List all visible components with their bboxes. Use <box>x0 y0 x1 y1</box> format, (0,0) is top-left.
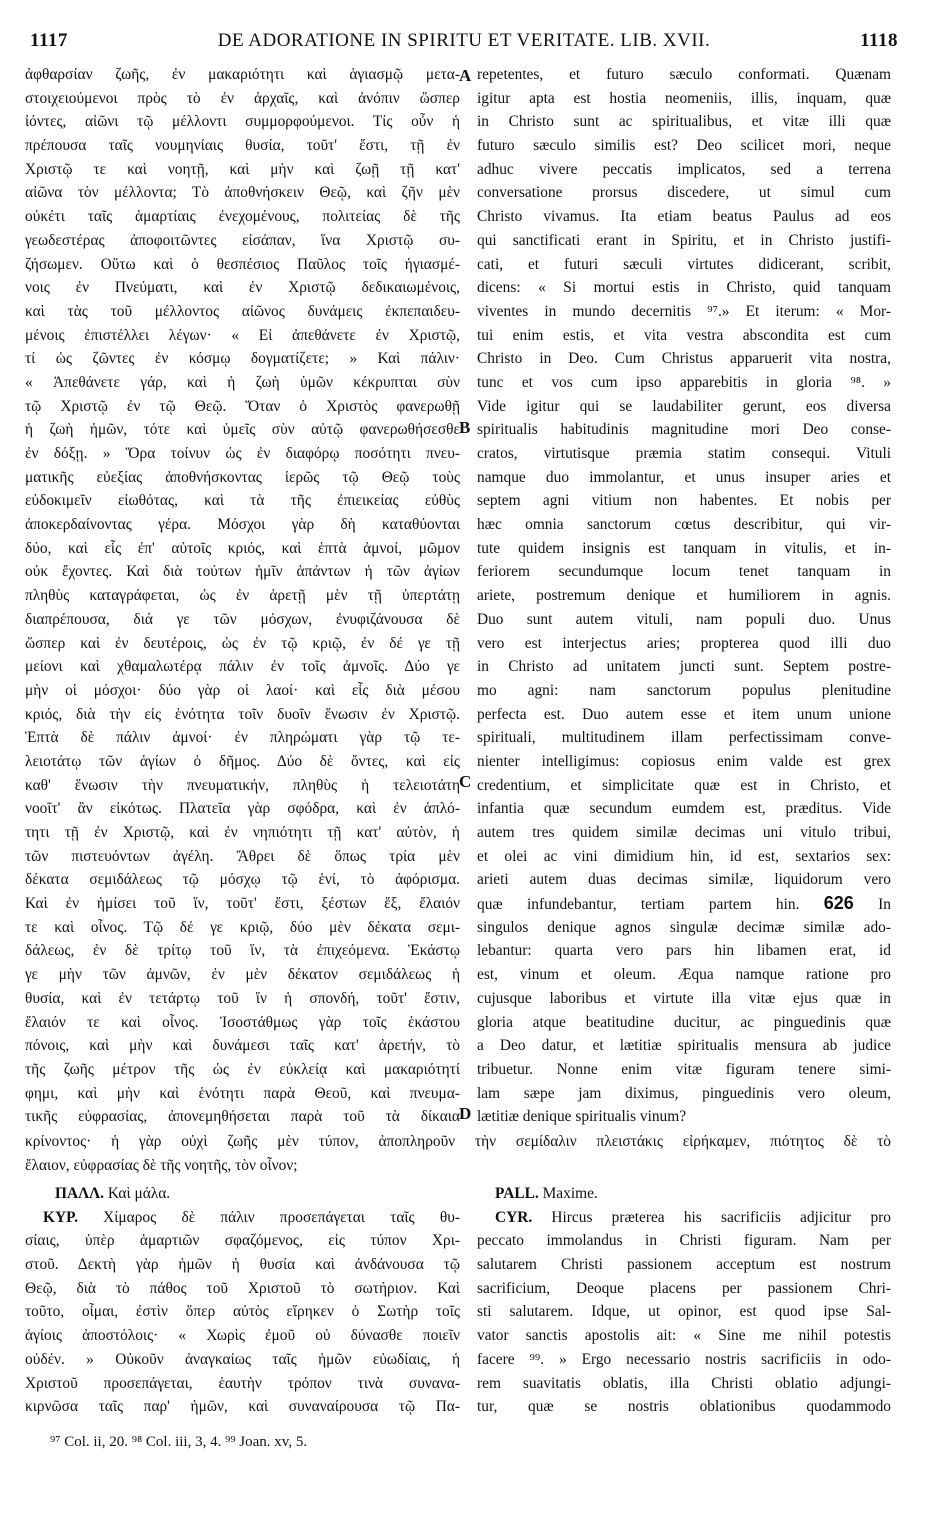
text-line: Christo vivamus. Ita etiam beatus Paulus ad eos <box>477 208 891 226</box>
text-line: tute quidem insignis est tanquam in vitulis, et in- <box>477 539 891 557</box>
text-line: τητι τῇ ἐν Χριστῷ, καὶ ἐν νηπιότητι τῇ κατ' αὐτὸν, ἡ <box>25 824 460 841</box>
text-line: αἰῶνα τὸν μέλλοντα; Τὸ ἀποθνήσκειν Θεῷ, καὶ ζῆν μὲν <box>25 184 460 202</box>
text-line: cujusque laboribus et virtute illa vitæ ejus quæ in <box>477 989 891 1007</box>
text-line: ἁγίοις ἀποστόλοις· « Χωρὶς ἐμοῦ οὐ δύνασθε ποιεῖν <box>25 1327 460 1345</box>
text-line: cati, et futuri sæculi virtutes didicerant, scribit, <box>477 255 891 273</box>
text-line: κιρνῶσα ταῖς παρ' ἡμῶν, καὶ συναναίρουσα τῷ Πα- <box>25 1398 460 1416</box>
text-line: ἰόντες, αἰῶνι τῷ μέλλοντι συμμορφούμενοι. Τίς οὖν ἡ <box>25 113 460 131</box>
text-line: nienter intelligimus: copiosus enim valde est grex <box>477 752 891 770</box>
text-line: infantia quæ secundum eumdem est, præditus. Vide <box>477 800 891 818</box>
text-line: ζήσωμεν. Οὕτω καὶ ὁ θεσπέσιος Παῦλος τοῖς ἡγιασμέ- <box>25 255 460 273</box>
text-line: πληθὺς καταγράφεται, ὡς ἐν ἀρετῇ μὲν τῇ ὑπερτάτῃ <box>25 587 460 605</box>
text-line: adhuc vivere peccatis implicatos, sed a terrena <box>477 160 891 178</box>
text-line: tur, quæ se nostris oblationibus quodammodo <box>477 1398 891 1416</box>
text-line: in Christo sunt ac spiritualibus, et vitæ illi quæ <box>477 113 891 131</box>
text-line: a Deo datur, et lætitiæ spiritualis mensura ab judice <box>477 1037 891 1055</box>
text-line: τῶν πιστευόντων ἀγέλη. Ἄθρει δὲ ὅπως τρία μὲν <box>25 847 460 865</box>
text-line: arieti autem duas decimas similæ, liquidorum vero <box>477 871 891 889</box>
text-line: tui enim estis, et vita vestra abscondita est cum <box>477 326 891 344</box>
text-line: vator sanctis apostolis ait: « Sine me nihil potestis <box>477 1327 891 1345</box>
text-line: ἔλαιον, εὐφρασίας δὲ τῆς νοητῆς, τὸν οἶνον; <box>25 1156 298 1174</box>
section-marker-d: D <box>459 1104 472 1123</box>
text-line: rem suavitatis oblatis, illa Christi oblatio adjungi- <box>477 1374 891 1392</box>
text-line: hæc omnia sanctorum cœtus describitur, qui vir- <box>477 516 891 534</box>
text-line: lætitiæ denique spiritualis vinum? <box>477 1108 687 1126</box>
text-line: CYR. Hircus præterea his sacrificiis adjicitur pro <box>495 1208 891 1226</box>
greek-dialogue <box>25 1182 460 1419</box>
text-line: perfecta est. Duo autem esse et item unum unione <box>477 705 891 723</box>
page-header <box>30 30 898 60</box>
text-line: septem agni vitium non habentes. Et nobis per <box>477 492 891 510</box>
text-line: Θεῷ, διὰ τὸ πάθος τοῦ Χριστοῦ τὸ σωτήριον. Καὶ <box>25 1279 460 1297</box>
text-line: πρέπουσα ταῖς νουμηνίαις θυσία, τοῦτ' ἔστι, τῇ ἐν <box>25 137 460 155</box>
text-line: μὴν οἱ μόσχοι· δύο γὰρ οἱ λαοί· καὶ εἷς διὰ μέσου <box>25 681 460 699</box>
text-line: Καὶ ἐν ἡμίσει τοῦ ἵν, τοῦτ' ἔστι, ξέστων ἕξ, ἔλαιόν <box>25 895 460 913</box>
text-line: singulos denique agnos singulæ decimæ similæ ado- <box>477 918 891 936</box>
text-line: facere ⁹⁹. » Ergo necessario nostris sacrificiis in odo- <box>477 1350 891 1368</box>
running-title: DE ADORATIONE IN SPIRITU ET VERITATE. LIB. XVII. <box>217 30 711 51</box>
text-line: τῆς ζωῆς μέτρον τῆς ὡς ἐν εὐκλείᾳ καὶ μακαριότητί <box>25 1060 460 1078</box>
text-line: namque duo immolantur, et unus insuper aries et <box>477 468 891 486</box>
text-line: Ἑπτὰ δὲ πάλιν ἀμνοί· ἐν πληρώματι γὰρ τῷ τε- <box>25 729 460 747</box>
text-line: διαπρέπουσα, διά γε τῶν μόσχων, ἐνυφιζάνουσα δὲ <box>25 610 460 628</box>
text-line: Χριστοῦ προσεπάγεται, ἑαυτὴν τρόπον τινὰ συνανα- <box>25 1374 460 1392</box>
footnotes: ⁹⁷ Col. ii, 20. ⁹⁸ Col. iii, 3, 4. ⁹⁹ Joan. xv, 5. <box>50 1434 308 1450</box>
text-line: τοῦτο, οἶμαι, ἐστὶν ὅπερ αὐτὸς εἴρηκεν ὁ Σωτὴρ τοῖς <box>25 1303 460 1321</box>
text-line: Χριστῷ τε καὶ νοητῇ, καὶ μὴν καὶ ζωῇ τῇ κατ' <box>25 160 460 178</box>
text-line: feriorem secundumque locum tenet tanquam in <box>477 563 891 581</box>
text-line: μένοις ἐπιστέλλει λέγων· « Εἰ ἀπεθάνετε ἐν Χριστῷ, <box>25 326 460 344</box>
text-line: ariete, postremum denique et humiliorem in agnis. <box>477 587 891 605</box>
text-line: cratos, virtutisque præmia statim consequi. Vituli <box>477 445 891 462</box>
text-line: πόνοις, καὶ μὴν καὶ δυνάμεσι ταῖς κατ' ἀρετήν, τὸ <box>25 1037 460 1055</box>
text-line: lebantur: quarta vero pars hin libamen erat, id <box>477 942 891 960</box>
text-line: credentium, et simplicitate quæ est in Christo, et <box>477 776 891 794</box>
text-line: repetentes, et futuro sæculo conformati. Quænam <box>477 66 891 83</box>
speaker-label: ΠΑΛΛ. <box>55 1185 104 1202</box>
migne-page-mark: 626 <box>823 893 854 914</box>
text-line: καθ' ἕνωσιν τὴν πνευματικήν, πληθὺς ἡ τελειοτάτη <box>25 776 460 794</box>
text-line: δέκατα σεμιδάλεως τῷ μόσχῳ τῷ ἑνί, τὸ ἀφόρισμα. <box>25 871 460 889</box>
text-line: viventes in mundo decernitis ⁹⁷.» Et iterum: « Mor- <box>477 302 891 320</box>
speaker-text: Maxime. <box>542 1185 598 1202</box>
text-line: Christo in Deo. Cum Christus apparuerit vita nostra, <box>477 350 891 368</box>
text-line: τί ὡς ζῶντες ἐν κόσμῳ δογματίζετε; » Καὶ πάλιν· <box>25 350 460 368</box>
text-line: οὐκέτι ταῖς ἁμαρτίαις ἐνεχομένους, πολιτείας δὲ τῆς <box>25 208 460 226</box>
text-line: igitur apta est hostia neomeniis, illis, inquam, quæ <box>477 89 891 107</box>
text-line: γεωδεστέρας ἀποφοιτῶντες εἰσάπαν, ἵνα Χριστῷ συ- <box>25 231 460 249</box>
text-line: ἡ ζωὴ ἡμῶν, τότε καὶ ὑμεῖς σὺν αὐτῷ φανερωθήσεσθε <box>25 421 460 439</box>
speaker-label: CYR. <box>495 1208 552 1226</box>
text-line: θυσία, καὶ ἐν τετάρτῳ τοῦ ἵν ἡ σπονδή, τοῦτ' ἔστιν, <box>25 989 460 1007</box>
text-line: φημι, καὶ μὴν καὶ ἑνότητι παρὰ Θεοῦ, καὶ πνευμα- <box>25 1084 460 1102</box>
text-line: τικῆς εὐφρασίας, ἀπονεμηθήσεται παρὰ τοῦ τὰ δίκαια <box>25 1108 460 1126</box>
text-line: sacrificium, Deoque placens per passionem Chri- <box>477 1279 891 1297</box>
text-line: ἀποκερδαίνοντας γέρα. Μόσχοι γὰρ δὴ καταθύονται <box>25 516 460 534</box>
text-line: ἔλαιόν τε καὶ οἶνος. Ἰσοστάθμως γὰρ τοῖς ἑκάστου <box>25 1013 460 1031</box>
text-line: κρίνοντος· ἡ γὰρ οὐχὶ ζωῆς μὲν τύπον, ἀποπληροῦν τὴν σεμίδαλιν πλειστάκις εἰρήκαμεν, πιότητος δὲ τὸ <box>25 1133 891 1150</box>
text-line: λειοτάτῳ τῶν ἁγίων ὁ δῆμος. Δύο δὲ ὄντες, καὶ εἰς <box>25 752 460 770</box>
text-line: ματικῆς εὐεξίας ἀποθνήσκοντας ἱερῶς τῷ Θεῷ τοὺς <box>25 468 460 486</box>
section-marker-c: C <box>459 772 472 791</box>
text-line: « Ἀπεθάνετε γάρ, καὶ ἡ ζωὴ ὑμῶν κέκρυπται σὺν <box>25 373 460 391</box>
text-line: τῷ Χριστῷ ἐν τῷ Θεῷ. Ὅταν ὁ Χριστὸς φανερωθῇ <box>25 397 460 415</box>
page-number-right: 1118 <box>860 30 898 51</box>
latin-column <box>477 63 891 1129</box>
speaker-label: PALL. <box>495 1185 539 1202</box>
text-line: qui sanctificati erant in Spiritu, et in Christo justifi- <box>477 231 891 249</box>
text-line: Duo sunt autem vituli, nam populi duo. Unus <box>477 610 891 628</box>
text-line: Vide igitur qui se laudabiliter gerunt, eos diversa <box>477 397 891 415</box>
text-line: dicens: « Si mortui estis in Christo, quid tanquam <box>477 279 891 297</box>
text-line: gloria atque beatitudine ducitur, ac pinguedinis quæ <box>477 1013 891 1031</box>
greek-column <box>25 63 460 1129</box>
text-line: salutarem Christi passionem acceptum est nostrum <box>477 1256 891 1274</box>
text-line: spirituali, multitudinem illam perfectissimam conve- <box>477 729 891 747</box>
text-line: tunc et vos cum ipso apparebitis in gloria ⁹⁸. » <box>477 373 891 391</box>
text-line: ἀφθαρσίαν ζωῆς, ἐν μακαριότητι καὶ ἁγιασμῷ μετα- <box>25 66 460 83</box>
text-line: οὐδέν. » Οὐκοῦν ἀναγκαίως ταῖς ἡμῶν εὐωδίαις, ἡ <box>25 1350 460 1368</box>
text-line: et olei ac vini dimidium hin, id est, sextarios sex: <box>477 847 891 865</box>
full-width-text <box>25 1130 891 1177</box>
text-line: conversatione prorsus discedere, ut simul cum <box>477 184 891 202</box>
text-line: in Christo ad unitatem juncti sunt. Septem postre- <box>477 658 891 676</box>
text-line: vero est interjectus aries; propterea quod illi duo <box>477 634 891 652</box>
text-line: οὐκ ἔχοντες. Καὶ διὰ τούτων ἡμῖν ἁπάντων ἡ τῶν ἁγίων <box>25 563 460 581</box>
section-marker-a: A <box>459 66 472 85</box>
text-line: γε μὴν τῶν ἀμνῶν, ἐν μὲν δέκατον σεμιδάλεως ἡ <box>25 966 460 984</box>
text-line: lam sæpe jam diximus, pinguedinis vero oleum, <box>477 1084 891 1102</box>
speaker-label: ΚΥΡ. <box>43 1208 104 1226</box>
text-line: νοις ἐν Πνεύματι, καὶ ἐν Χριστῷ δεδικαιωμένοις, <box>25 279 460 297</box>
text-line: spiritualis habitudinis magnitudine mori Deo conse- <box>477 421 891 439</box>
text-line: στοιχειούμενοι πρὸς τὸ ἐν ἀρχαῖς, καὶ ἀνόπιν ὥσπερ <box>25 89 460 107</box>
text-line: δάλεως, ἐν δὲ τρίτῳ τοῦ ἵν, τὰ ἐπιχεόμενα. Ἑκάστῳ <box>25 942 460 960</box>
text-line: κριός, διὰ τὴν εἰς ἑνότητα τοῖν δυοῖν ἕνωσιν ἐν Χριστῷ. <box>25 705 460 723</box>
text-line: εὐδοκιμεῖν εἰωθότας, καὶ τὰ τῆς ἐπιεικείας εὐθὺς <box>25 492 460 510</box>
text-line: ὥσπερ καὶ ἐν δευτέροις, ὡς ἐν τῷ κριῷ, ἐν δέ γε τῇ <box>25 634 460 652</box>
text-line: est, vinum et oleum. Æqua namque ratione pro <box>477 966 891 984</box>
text-line: τε καὶ οἶνος. Τῷ δέ γε κριῷ, δύο μὲν δέκατα σεμι- <box>25 918 460 936</box>
text-line: quæ infundebantur, tertiam partem hin. 626 In <box>477 893 891 914</box>
text-line: ἐν δόξῃ. » Ὅρα τοίνυν ὡς ἐν διαφόρῳ ποσότητι πνευ- <box>25 445 460 462</box>
text-line: σίαις, ὑπὲρ ἁμαρτιῶν σφαζόμενος, εἰς τύπον Χρι- <box>25 1232 460 1250</box>
speaker-text: Καὶ μάλα. <box>107 1185 171 1202</box>
dialogue-line <box>477 1182 891 1206</box>
text-line: tribuetur. Nonne enim vitæ figuram tenere simi- <box>477 1060 891 1078</box>
dialogue-line <box>25 1182 460 1206</box>
text-line: peccato immolandus in Christi figuram. Nam per <box>477 1232 891 1250</box>
text-line: autem tres quidem similæ decimas uni vitulo tribui, <box>477 824 891 841</box>
text-line: sti salutarem. Idque, ut opinor, est quod ipse Sal- <box>477 1303 891 1321</box>
text-line: νοοῖτ' ἂν εἰκότως. Πλατεῖα γὰρ σφόδρα, καὶ ἐν ἁπλό- <box>25 800 460 818</box>
text-line: ΚΥΡ. Χίμαρος δὲ πάλιν προσεπάγεται ταῖς θυ- <box>43 1208 460 1226</box>
page-number-left: 1117 <box>30 30 68 51</box>
text-line: mo agni: nam sanctorum populus plenitudine <box>477 681 891 699</box>
text-line: στοῦ. Δεκτὴ γὰρ ἡμῶν ἡ θυσία καὶ ἀνδάνουσα τῷ <box>25 1256 460 1274</box>
text-line: δύο, καὶ εἷς ἐπ' αὐτοῖς κριός, καὶ ἑπτὰ ἀμνοί, μῶμον <box>25 539 460 557</box>
text-line: futuro sæculo similis est? Deo scilicet mori, neque <box>477 137 891 155</box>
text-line: καὶ τὰς τοῦ μέλλοντος αἰῶνος δυνάμεις ἐκπεπαιδευ- <box>25 302 460 320</box>
section-marker-b: B <box>459 418 471 437</box>
latin-dialogue <box>477 1182 891 1419</box>
text-line: μείονι καὶ χθαμαλωτέρᾳ πάλιν ἐν τοῖς ἀμνοῖς. Δύο γε <box>25 658 460 676</box>
